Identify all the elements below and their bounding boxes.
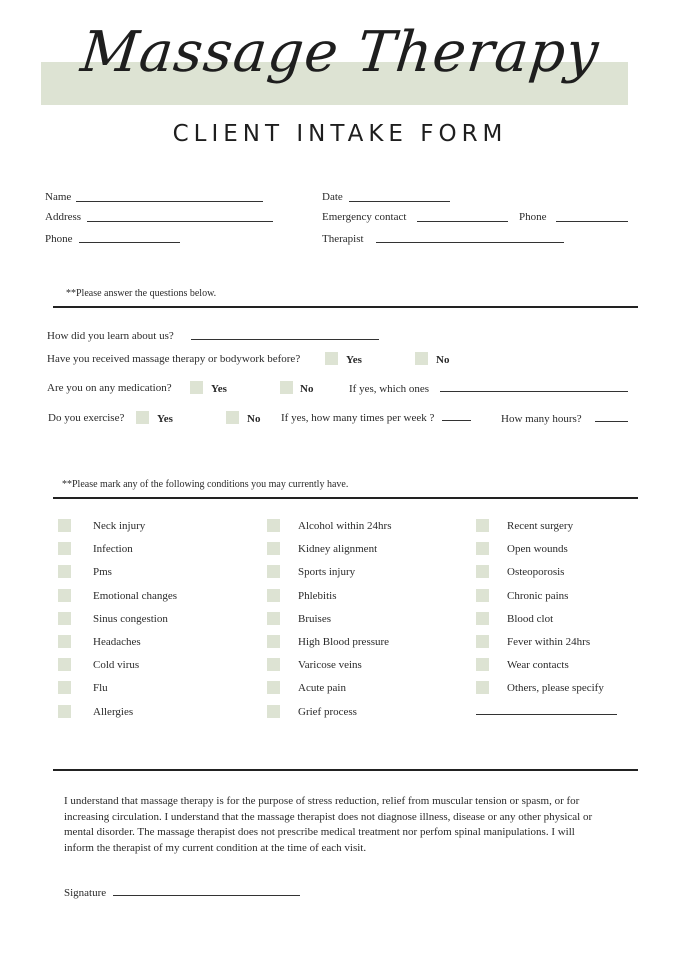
condition-checkbox[interactable]: [476, 565, 489, 578]
condition-label: Alcohol within 24hrs: [298, 520, 392, 532]
condition-checkbox[interactable]: [267, 658, 280, 671]
condition-label: Grief process: [298, 706, 357, 718]
condition-checkbox[interactable]: [476, 589, 489, 602]
condition-checkbox[interactable]: [58, 635, 71, 648]
condition-checkbox[interactable]: [267, 519, 280, 532]
which-ones-label: If yes, which ones: [349, 383, 430, 395]
condition-checkbox[interactable]: [267, 542, 280, 555]
condition-label: Bruises: [298, 613, 331, 625]
condition-label: Sports injury: [298, 566, 356, 578]
condition-label: Neck injury: [93, 520, 146, 532]
condition-label: High Blood pressure: [298, 636, 390, 648]
medication-question: Are you on any medication?: [47, 382, 172, 394]
condition-checkbox[interactable]: [58, 519, 71, 532]
condition-label: Headaches: [93, 636, 141, 648]
condition-checkbox[interactable]: [58, 565, 71, 578]
condition-label: Flu: [93, 682, 108, 694]
condition-label: Others, please specify: [507, 682, 604, 694]
section-divider: [53, 769, 638, 771]
condition-checkbox[interactable]: [476, 658, 489, 671]
section-divider: [53, 306, 638, 308]
medication-yes-checkbox[interactable]: [190, 381, 203, 394]
condition-checkbox[interactable]: [267, 705, 280, 718]
condition-label: Blood clot: [507, 613, 554, 625]
received-question: Have you received massage therapy or bodywork before?: [47, 353, 301, 365]
name-field[interactable]: [76, 201, 263, 202]
condition-checkbox[interactable]: [267, 681, 280, 694]
emergency-phone-label: Phone: [519, 211, 547, 223]
date-label: Date: [322, 191, 343, 203]
phone-label: Phone: [45, 233, 73, 245]
condition-label: Chronic pains: [507, 590, 569, 602]
emergency-phone-field[interactable]: [556, 221, 628, 222]
condition-label: Phlebitis: [298, 590, 337, 602]
condition-checkbox[interactable]: [267, 635, 280, 648]
condition-checkbox[interactable]: [267, 565, 280, 578]
condition-label: Cold virus: [93, 659, 140, 671]
exercise-no-label: No: [247, 413, 261, 425]
exercise-yes-label: Yes: [157, 413, 173, 425]
condition-label: Sinus congestion: [93, 613, 168, 625]
times-per-week-label: If yes, how many times per week ?: [281, 412, 435, 424]
received-yes-label: Yes: [346, 354, 362, 366]
condition-checkbox[interactable]: [476, 635, 489, 648]
medication-yes-label: Yes: [211, 383, 227, 395]
form-script-title: Massage Therapy: [77, 20, 603, 85]
phone-field[interactable]: [79, 242, 180, 243]
condition-label: Acute pain: [298, 682, 346, 694]
signature-field[interactable]: [113, 895, 300, 896]
form-subtitle: CLIENT INTAKE FORM: [172, 121, 508, 147]
emergency-contact-field[interactable]: [417, 221, 508, 222]
condition-checkbox[interactable]: [58, 612, 71, 625]
section-divider: [53, 497, 638, 499]
emergency-contact-label: Emergency contact: [322, 211, 407, 223]
condition-checkbox[interactable]: [58, 589, 71, 602]
condition-label: Open wounds: [507, 543, 568, 555]
date-field[interactable]: [349, 201, 450, 202]
received-yes-checkbox[interactable]: [325, 352, 338, 365]
condition-label: Fever within 24hrs: [507, 636, 591, 648]
exercise-yes-checkbox[interactable]: [136, 411, 149, 424]
condition-label: Pms: [93, 566, 112, 578]
exercise-question: Do you exercise?: [48, 412, 125, 424]
other-conditions-field[interactable]: [476, 714, 617, 715]
condition-label: Wear contacts: [507, 659, 569, 671]
condition-label: Infection: [93, 543, 133, 555]
medication-no-checkbox[interactable]: [280, 381, 293, 394]
condition-label: Varicose veins: [298, 659, 362, 671]
condition-checkbox[interactable]: [476, 519, 489, 532]
condition-label: Emotional changes: [93, 590, 178, 602]
condition-label: Recent surgery: [507, 520, 574, 532]
condition-checkbox[interactable]: [476, 612, 489, 625]
condition-checkbox[interactable]: [267, 612, 280, 625]
condition-checkbox[interactable]: [267, 589, 280, 602]
hours-label: How many hours?: [501, 413, 582, 425]
received-no-label: No: [436, 354, 450, 366]
conditions-note: **Please mark any of the following conditions you may currently have.: [62, 479, 349, 490]
learn-question: How did you learn about us?: [47, 330, 174, 342]
exercise-no-checkbox[interactable]: [226, 411, 239, 424]
condition-checkbox[interactable]: [58, 705, 71, 718]
condition-checkbox[interactable]: [58, 681, 71, 694]
agreement-text: I understand that massage therapy is for the purpose of stress reduction, relief from muscular tension or spasm, or for increasing circulation. I understand that the massage therapist does not diagnose illness, disease or any other physical or mental disorder. The massage therapist does not prescribe medical treatment nor perfom spinal manipulations. I will inform the therapist of my current condition at the time of each visit.: [64, 795, 593, 854]
condition-label: Kidney alignment: [298, 543, 378, 555]
condition-checkbox[interactable]: [58, 658, 71, 671]
questions-note: **Please answer the questions below.: [66, 288, 217, 299]
times-per-week-field[interactable]: [442, 420, 471, 421]
learn-field[interactable]: [191, 339, 379, 340]
received-no-checkbox[interactable]: [415, 352, 428, 365]
condition-label: Osteoporosis: [507, 566, 565, 578]
condition-checkbox[interactable]: [476, 681, 489, 694]
condition-label: Allergies: [93, 706, 134, 718]
therapist-field[interactable]: [376, 242, 564, 243]
hours-field[interactable]: [595, 421, 628, 422]
address-field[interactable]: [87, 221, 273, 222]
condition-checkbox[interactable]: [58, 542, 71, 555]
medication-no-label: No: [300, 383, 314, 395]
therapist-label: Therapist: [322, 233, 364, 245]
condition-checkbox[interactable]: [476, 542, 489, 555]
address-label: Address: [45, 211, 82, 223]
signature-label: Signature: [64, 887, 107, 899]
name-label: Name: [45, 191, 72, 203]
which-ones-field[interactable]: [440, 391, 628, 392]
